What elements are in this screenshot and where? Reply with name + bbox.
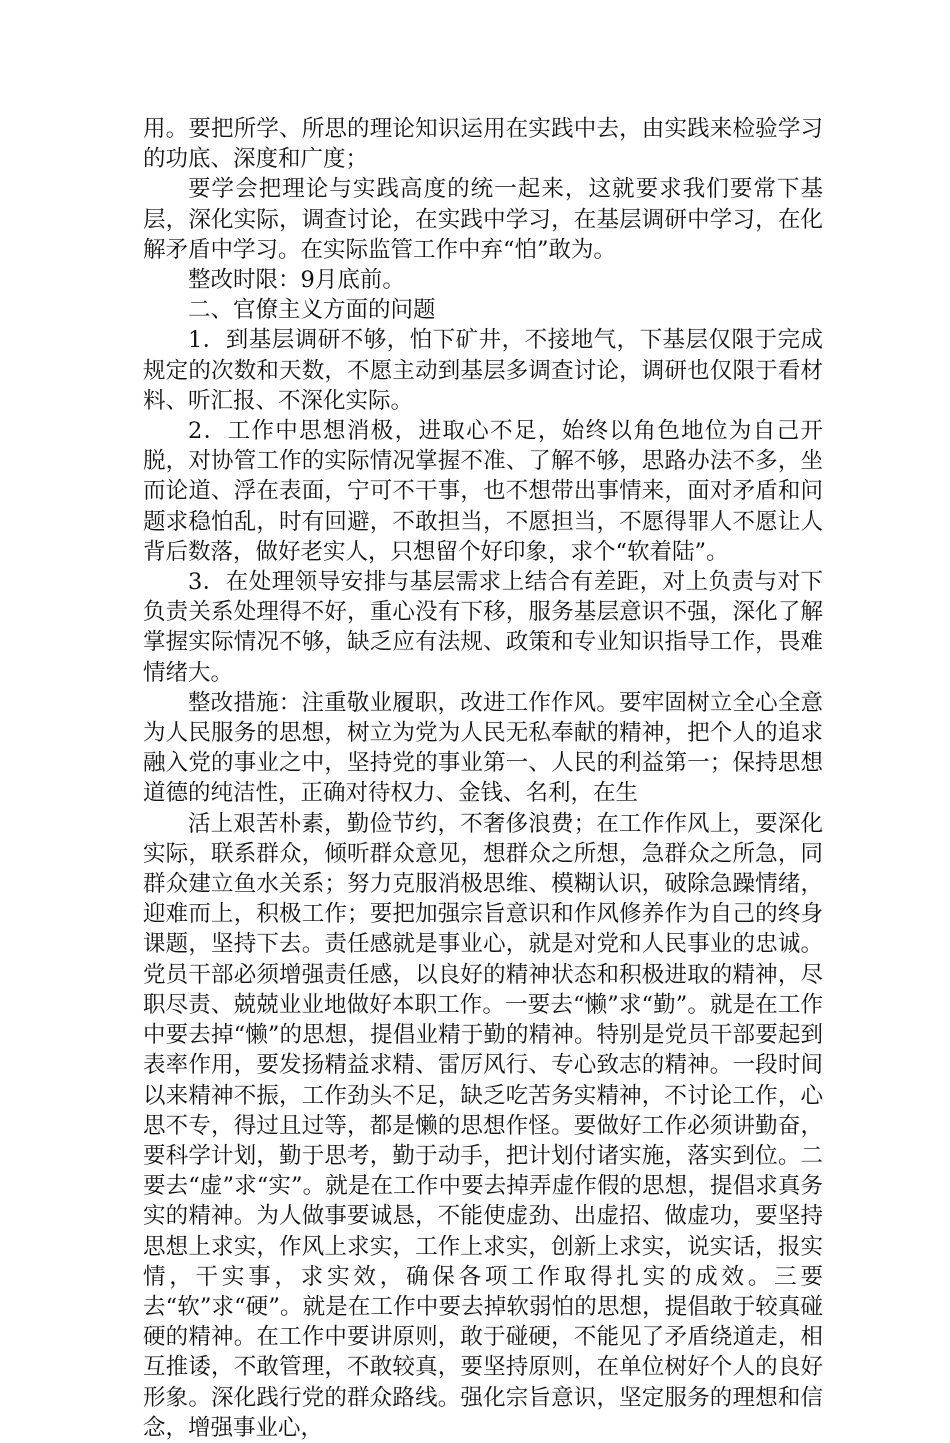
paragraph-item-3: 3．在处理领导安排与基层需求上结合有差距，对上负责与对下负责关系处理得不好，重心没有下移，服务基层意识不强，深化了解掌握实际情况不够，缺乏应有法规、政策和专业知识指导工作，畏难情绪大。: [143, 569, 823, 686]
paragraph-2: 要学会把理论与实践高度的统一起来，这就要求我们要常下基层，深化实际，调查讨论，在实践中学习，在基层调研中学习，在化解矛盾中学习。在实际监管工作中弃“怕”敢为。: [143, 176, 823, 263]
document-page: [143, 114, 823, 1443]
paragraph-continuation: 活上艰苦朴素，勤俭节约，不奢侈浪费；在工作作风上，要深化实际，联系群众，倾听群众意见，想群众之所想，急群众之所急，同群众建立鱼水关系；努力克服消极思维、模糊认识，破除急躁情绪，迎难而上，积极工作；要把加强宗旨意识和作风修养作为自己的终身课题，坚持下去。责任感就是事业心，就是对党和人民事业的忠诚。党员干部必须增强责任感，以良好的精神状态和积极进取的精神，尽职尽责、兢兢业业地做好本职工作。一要去“懒”求“勤”。就是在工作中要去掉“懒”的思想，提倡业精于勤的精神。特别是党员干部要起到表率作用，要发扬精益求精、雷厉风行、专心致志的精神。一段时间以来精神不振，工作劲头不足，缺乏吃苦务实精神，不讨论工作，心思不专，得过且过等，都是懒的思想作怪。要做好工作必须讲勤奋，要科学计划，勤于思考，勤于动手，把计划付诸实施，落实到位。二要去“虚”求“实”。就是在工作中要去掉弄虚作假的思想，提倡求真务实的精神。为人做事要诚恳，不能使虚劲、出虚招、做虚功，要坚持思想上求实，作风上求实，工作上求实，创新上求实，说实话，报实情，干实事，求实效，确保各项工作取得扎实的成效。三要去“软”求“硬”。就是在工作中要去掉软弱怕的思想，提倡敢于较真碰硬的精神。在工作中要讲原则，敢于碰硬，不能见了矛盾绕道走，相互推诿，不敢管理，不敢较真，要坚持原则，在单位树好个人的良好形象。深化践行党的群众路线。强化宗旨意识，坚定服务的理想和信念，增强事业心，: [143, 810, 823, 1441]
paragraph-item-1: 1．到基层调研不够，怕下矿井，不接地气，下基层仅限于完成规定的次数和天数，不愿主动到基层多调查讨论，调研也仅限于看材料、听汇报、不深化实际。: [143, 327, 823, 414]
paragraph-item-2: 2．工作中思想消极，进取心不足，始终以角色地位为自己开脱，对协管工作的实际情况掌握不准、了解不够，思路办法不多，坐而论道、浮在表面，宁可不干事，也不想带出事情来，面对矛盾和问题求稳怕乱，时有回避，不敢担当，不愿担当，不愿得罪人不愿让人背后数落，做好老实人，只想留个好印象，求个“软着陆”。: [143, 418, 823, 565]
section-heading-bureaucratism: 二、官僚主义方面的问题: [188, 297, 436, 324]
paragraph-1: 用。要把所学、所思的理论知识运用在实践中去，由实践来检验学习的功底、深度和广度；: [143, 116, 823, 173]
paragraph-rectification-measures: 整改措施：注重敬业履职，改进工作作风。要牢固树立全心全意为人民服务的思想，树立为党为人民无私奉献的精神，把个人的追求融入党的事业之中，坚持党的事业第一、人民的利益第一；保持思想道德的纯洁性，正确对待权力、金钱、名利，在生: [143, 689, 823, 807]
paragraph-3-deadline: 整改时限：9月底前。: [188, 267, 405, 294]
